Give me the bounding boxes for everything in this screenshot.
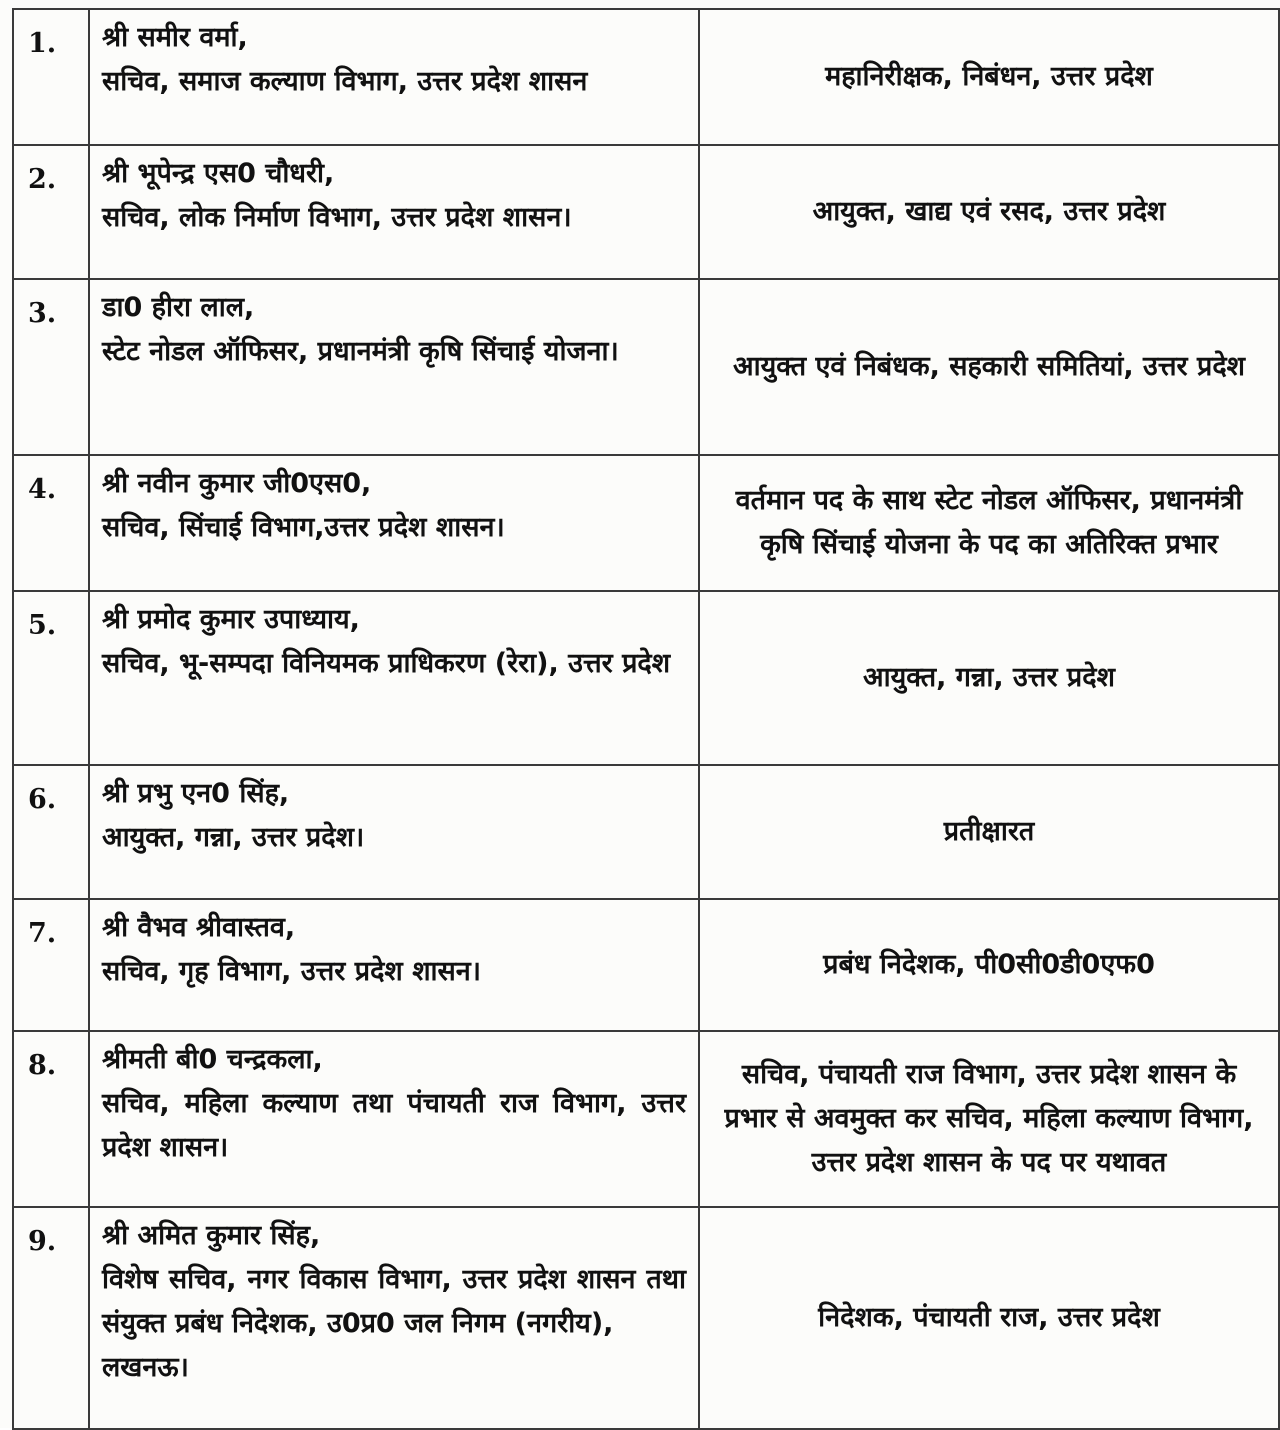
officer-cell bbox=[89, 145, 699, 279]
officer-name: डा0 हीरा लाल, bbox=[102, 292, 255, 323]
serial-number: 4. bbox=[13, 455, 89, 591]
table-row bbox=[13, 591, 1279, 765]
new-post: आयुक्त, खाद्य एवं रसद, उत्तर प्रदेश bbox=[699, 145, 1279, 279]
table-row bbox=[13, 765, 1279, 899]
officer-cell bbox=[89, 455, 699, 591]
officer-name: श्रीमती बी0 चन्द्रकला, bbox=[102, 1044, 323, 1075]
officer-name: श्री प्रभु एन0 सिंह, bbox=[102, 778, 290, 809]
table-row bbox=[13, 145, 1279, 279]
new-post: प्रबंध निदेशक, पी0सी0डी0एफ0 bbox=[699, 899, 1279, 1031]
serial-number: 7. bbox=[13, 899, 89, 1031]
serial-number: 9. bbox=[13, 1207, 89, 1429]
officer-name: श्री प्रमोद कुमार उपाध्याय, bbox=[102, 604, 360, 635]
serial-number: 6. bbox=[13, 765, 89, 899]
new-post: सचिव, पंचायती राज विभाग, उत्तर प्रदेश शासन के प्रभार से अवमुक्त कर सचिव, महिला कल्याण विभाग, उत्तर प्रदेश शासन के पद पर यथावत bbox=[699, 1031, 1279, 1207]
officer-current-post: आयुक्त, गन्ना, उत्तर प्रदेश। bbox=[102, 822, 365, 853]
officer-current-post: सचिव, लोक निर्माण विभाग, उत्तर प्रदेश शासन। bbox=[102, 202, 572, 233]
table-row bbox=[13, 1031, 1279, 1207]
officer-name: श्री वैभव श्रीवास्तव, bbox=[102, 912, 296, 943]
officer-current-post: विशेष सचिव, नगर विकास विभाग, उत्तर प्रदेश शासन तथा संयुक्त प्रबंध निदेशक, उ0प्र0 जल निगम (नगरीय), bbox=[102, 1264, 686, 1339]
officer-current-post: सचिव, समाज कल्याण विभाग, उत्तर प्रदेश शासन bbox=[102, 66, 588, 97]
officer-cell bbox=[89, 765, 699, 899]
new-post: आयुक्त, गन्ना, उत्तर प्रदेश bbox=[699, 591, 1279, 765]
officer-cell bbox=[89, 591, 699, 765]
table-row bbox=[13, 1207, 1279, 1429]
officer-name: श्री समीर वर्मा, bbox=[102, 22, 248, 53]
transfer-table bbox=[12, 8, 1280, 1430]
serial-number: 8. bbox=[13, 1031, 89, 1207]
officer-current-post: स्टेट नोडल ऑफिसर, प्रधानमंत्री कृषि सिंचाई योजना। bbox=[102, 336, 619, 367]
serial-number: 1. bbox=[13, 9, 89, 145]
officer-current-post: सचिव, गृह विभाग, उत्तर प्रदेश शासन। bbox=[102, 956, 482, 987]
officer-name: श्री नवीन कुमार जी0एस0, bbox=[102, 468, 372, 499]
new-post: महानिरीक्षक, निबंधन, उत्तर प्रदेश bbox=[699, 9, 1279, 145]
serial-number: 5. bbox=[13, 591, 89, 765]
table-row bbox=[13, 899, 1279, 1031]
serial-number: 3. bbox=[13, 279, 89, 455]
new-post: वर्तमान पद के साथ स्टेट नोडल ऑफिसर, प्रधानमंत्री कृषि सिंचाई योजना के पद का अतिरिक्त प्रभार bbox=[699, 455, 1279, 591]
serial-number: 2. bbox=[13, 145, 89, 279]
new-post: प्रतीक्षारत bbox=[699, 765, 1279, 899]
table-row bbox=[13, 455, 1279, 591]
officer-cell bbox=[89, 899, 699, 1031]
officer-name: श्री भूपेन्द्र एस0 चौधरी, bbox=[102, 158, 335, 189]
officer-location: लखनऊ। bbox=[102, 1352, 189, 1383]
officer-cell bbox=[89, 9, 699, 145]
officer-name: श्री अमित कुमार सिंह, bbox=[102, 1220, 321, 1251]
officer-current-post: सचिव, सिंचाई विभाग,उत्तर प्रदेश शासन। bbox=[102, 512, 505, 543]
officer-cell bbox=[89, 1031, 699, 1207]
table-row bbox=[13, 9, 1279, 145]
new-post: आयुक्त एवं निबंधक, सहकारी समितियां, उत्तर प्रदेश bbox=[699, 279, 1279, 455]
officer-current-post: सचिव, महिला कल्याण तथा पंचायती राज विभाग, उत्तर प्रदेश शासन। bbox=[102, 1088, 686, 1163]
new-post: निदेशक, पंचायती राज, उत्तर प्रदेश bbox=[699, 1207, 1279, 1429]
officer-current-post: सचिव, भू-सम्पदा विनियमक प्राधिकरण (रेरा), उत्तर प्रदेश bbox=[102, 648, 671, 679]
table-row bbox=[13, 279, 1279, 455]
officer-cell bbox=[89, 279, 699, 455]
officer-cell bbox=[89, 1207, 699, 1429]
